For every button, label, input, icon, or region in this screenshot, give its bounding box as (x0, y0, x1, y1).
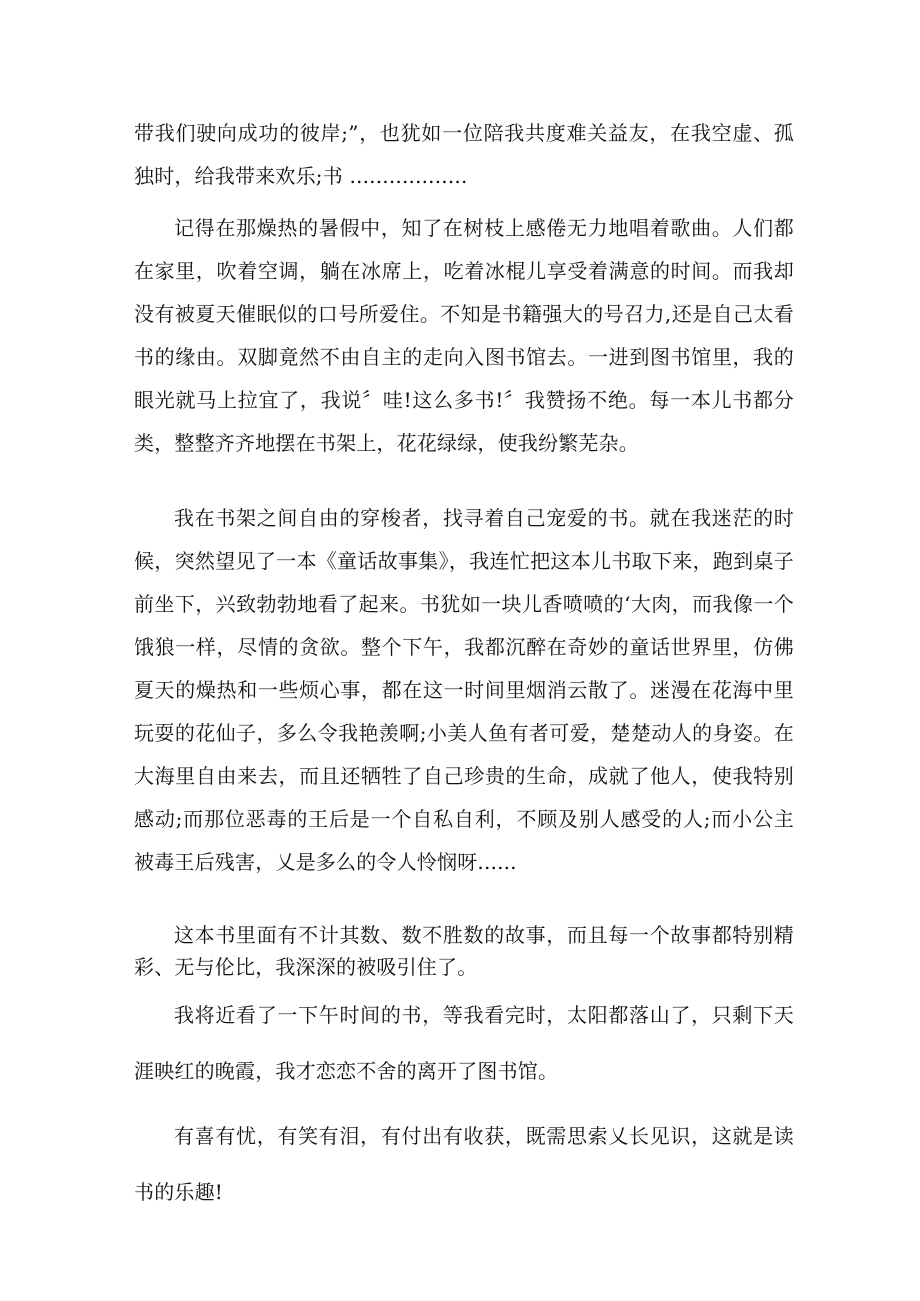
paragraph-3: 我在书架之间自由的穿梭者，找寻着自己宠爱的书。就在我迷茫的时候，突然望见了一本《童话故事集》，我连忙把这本儿书取下来，跑到桌子前坐下，兴致勃勃地看了起来。书犹如一块儿香喷喷的‘大肉，而我像一个饿狼一样，尽情的贪欲。整个下午，我都沉醉在奇妙的童话世界里，仿佛夏天的燥热和一些烦心事，都在这一时间里烟消云散了。迷漫在花海中里玩耍的花仙子，多么令我艳羡啊;小美人鱼有者可爱，楚楚动人的身姿。在大海里自由来去，而且还牺牲了自己珍贵的生命，成就了他人，使我特别感动;而那位恶毒的王后是一个自私自利，不顾及别人感受的人;而小公主被毒王后残害，乂是多么的令人怜悯呀...... (134, 506, 794, 874)
paragraph-6: 有喜有忧，有笑有泪，有付出有收获，既需思索乂长见识，这就是读书的乐趣! (134, 1124, 794, 1204)
paragraph-1: 带我们驶向成功的彼岸;”，也犹如一位陪我共度难关益友，在我空虚、孤独时，给我带来欢乐;书 .................. (134, 121, 794, 188)
paragraph-5: 我将近看了一下午时间的书，等我看完时，太阳都落山了，只剩下天涯映红的晚霞，我才恋恋不舍的离开了图书馆。 (134, 1003, 794, 1083)
paragraph-4: 这本书里面有不计其数、数不胜数的故事，而且每一个故事都特别精彩、无与伦比，我深深的被吸引住了。 (134, 923, 794, 979)
paragraph-2: 记得在那燥热的暑假中，知了在树枝上感倦无力地唱着歌曲。人们都在家里，吹着空调，躺在冰席上，吃着冰棍儿享受着满意的时间。而我却没有被夏天催眠似的口号所爱住。不知是书籍强大的号召力,还是自己太看书的缘由。双脚竟然不由自主的走向入图书馆去。一进到图书馆里，我的眼光就马上拉宜了，我说〞哇!这么多书!〞我赞扬不绝。每一本儿书都分类，整整齐齐地摆在书架上，花花绿绿，使我纷繁芜杂。 (134, 216, 794, 455)
